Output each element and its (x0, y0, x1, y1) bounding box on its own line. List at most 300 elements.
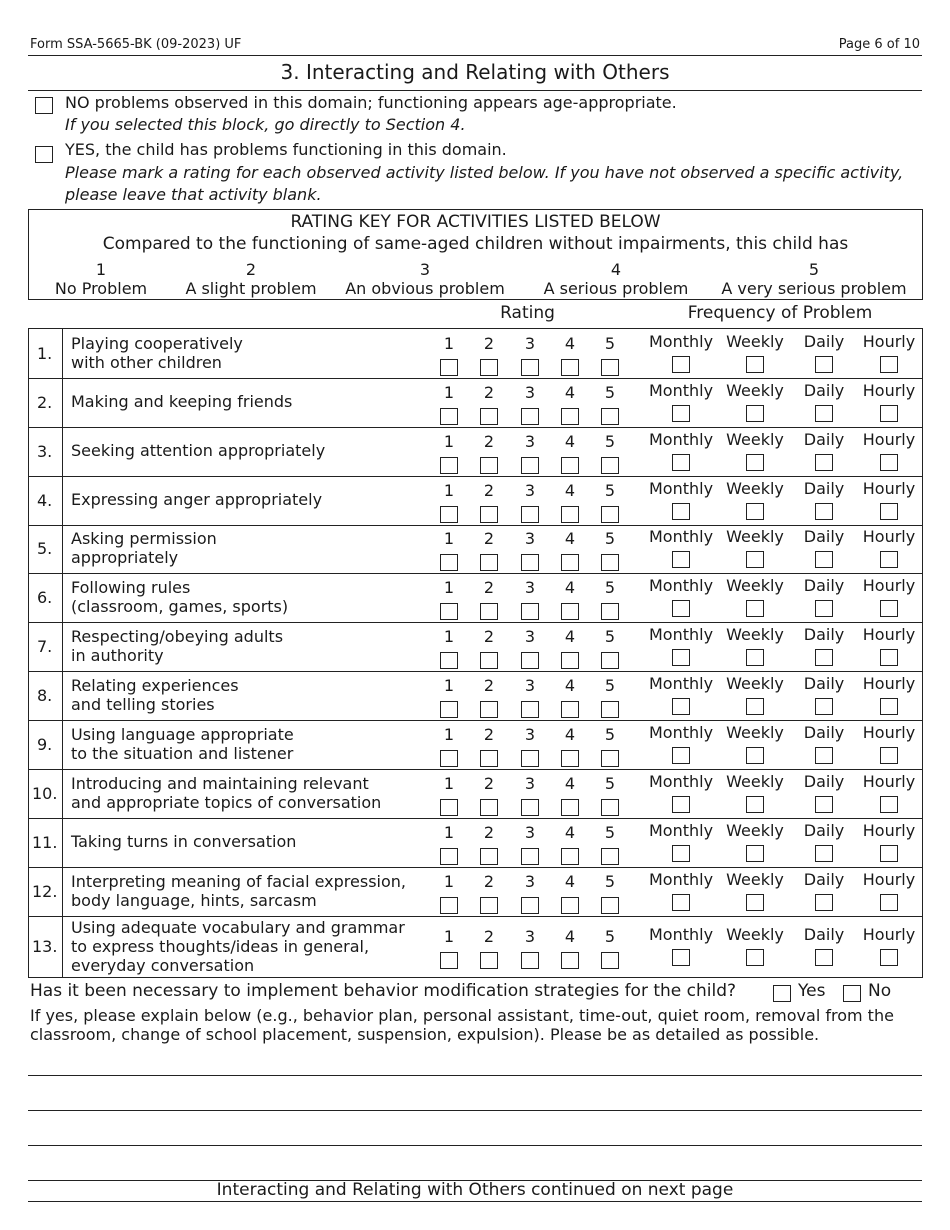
activity-label: Introducing and maintaining relevant and appropriate topics of conversation (71, 773, 382, 812)
rating-5-label: 5 (604, 927, 616, 946)
frequency-daily-checkbox[interactable] (815, 405, 833, 422)
frequency-monthly-checkbox[interactable] (672, 747, 690, 764)
frequency-weekly-label: Weekly (726, 925, 784, 944)
frequency-weekly-label: Weekly (726, 722, 784, 742)
rating-2-label: 2 (483, 871, 495, 891)
rating-2-label: 2 (483, 724, 495, 744)
frequency-weekly-label: Weekly (726, 673, 784, 693)
rating-1-label: 1 (443, 773, 455, 793)
rating-1-checkbox[interactable] (440, 897, 458, 914)
rating-5-checkbox[interactable] (601, 952, 619, 969)
frequency-daily-checkbox[interactable] (815, 845, 833, 862)
rating-3-label: 3 (524, 529, 536, 548)
behavior-explain-1: If yes, please explain below (e.g., behavior plan, personal assistant, time-out, quiet room, removal from the (30, 1006, 894, 1025)
rating-1-checkbox[interactable] (440, 603, 458, 620)
rating-3-label: 3 (524, 480, 536, 500)
frequency-hourly-label: Hourly (862, 429, 916, 449)
frequency-weekly-label: Weekly (726, 624, 784, 644)
rating-3-checkbox[interactable] (521, 506, 539, 523)
rating-3-checkbox[interactable] (521, 897, 539, 914)
activity-label: Using language appropriate to the situation and listener (71, 724, 294, 763)
rating-1-label: 1 (443, 927, 455, 946)
frequency-hourly-label: Hourly (862, 925, 916, 944)
rating-5-label: 5 (604, 529, 616, 548)
rating-3-checkbox[interactable] (521, 701, 539, 718)
frequency-monthly-label: Monthly (648, 771, 714, 791)
rating-2-label: 2 (483, 382, 495, 402)
frequency-hourly-checkbox[interactable] (880, 649, 898, 666)
frequency-monthly-checkbox[interactable] (672, 649, 690, 666)
frequency-monthly-checkbox[interactable] (672, 894, 690, 911)
frequency-monthly-label: Monthly (648, 331, 714, 351)
rating-5-checkbox[interactable] (601, 750, 619, 767)
rating-2-checkbox[interactable] (480, 457, 498, 474)
rating-5-label: 5 (604, 871, 616, 891)
yes-problems-note-1: Please mark a rating for each observed activity listed below. If you have not observed a specific activity, (65, 163, 904, 182)
rating-5-checkbox[interactable] (601, 897, 619, 914)
frequency-monthly-checkbox[interactable] (672, 949, 690, 966)
row-divider (29, 476, 922, 477)
answer-line-2[interactable] (28, 1110, 922, 1111)
frequency-hourly-checkbox[interactable] (880, 796, 898, 813)
activity-label: Seeking attention appropriately (71, 441, 326, 460)
activity-label: Respecting/obeying adults in authority (71, 626, 284, 665)
rating-4-checkbox[interactable] (561, 603, 579, 620)
rating-1-checkbox[interactable] (440, 750, 458, 767)
rating-3-checkbox[interactable] (521, 848, 539, 865)
frequency-monthly-label: Monthly (648, 673, 714, 693)
frequency-weekly-checkbox[interactable] (746, 454, 764, 471)
row-divider (29, 573, 922, 574)
rating-2-label: 2 (483, 675, 495, 695)
key-2-label: A slight problem (185, 279, 317, 298)
frequency-monthly-checkbox[interactable] (672, 454, 690, 471)
yes-problems-text: YES, the child has problems functioning in this domain. (65, 140, 507, 159)
behavior-yes-checkbox[interactable] (773, 985, 791, 1002)
frequency-weekly-checkbox[interactable] (746, 845, 764, 862)
table-row (29, 622, 922, 671)
frequency-hourly-label: Hourly (862, 722, 916, 742)
frequency-daily-checkbox[interactable] (815, 356, 833, 373)
rating-2-checkbox[interactable] (480, 359, 498, 376)
rating-3-label: 3 (524, 333, 536, 353)
rating-2-label: 2 (483, 927, 495, 946)
frequency-daily-label: Daily (803, 429, 845, 449)
yes-problems-note-2: please leave that activity blank. (65, 185, 322, 204)
frequency-daily-label: Daily (803, 771, 845, 791)
rating-2-label: 2 (483, 333, 495, 353)
frequency-monthly-label: Monthly (648, 722, 714, 742)
rating-3-checkbox[interactable] (521, 952, 539, 969)
activity-label: Playing cooperatively with other children (71, 333, 243, 372)
frequency-monthly-label: Monthly (648, 429, 714, 449)
frequency-weekly-label: Weekly (726, 478, 784, 498)
rating-2-label: 2 (483, 480, 495, 500)
rating-4-label: 4 (564, 480, 576, 500)
rating-2-checkbox[interactable] (480, 799, 498, 816)
answer-line-1[interactable] (28, 1075, 922, 1076)
page-number: Page 6 of 10 (838, 37, 920, 52)
rating-1-checkbox[interactable] (440, 701, 458, 718)
frequency-daily-label: Daily (803, 925, 845, 944)
rating-4-checkbox[interactable] (561, 408, 579, 425)
rating-3-label: 3 (524, 382, 536, 402)
frequency-monthly-checkbox[interactable] (672, 551, 690, 568)
frequency-monthly-label: Monthly (648, 527, 714, 546)
frequency-daily-checkbox[interactable] (815, 503, 833, 520)
frequency-monthly-label: Monthly (648, 575, 714, 595)
title-rule (28, 90, 922, 91)
rating-2-checkbox[interactable] (480, 506, 498, 523)
activity-label: Taking turns in conversation (71, 832, 297, 851)
table-row (29, 916, 922, 978)
rating-1-label: 1 (443, 871, 455, 891)
frequency-weekly-checkbox[interactable] (746, 649, 764, 666)
frequency-daily-label: Daily (803, 331, 845, 351)
activity-number: 3. (37, 441, 53, 461)
frequency-hourly-label: Hourly (862, 331, 916, 351)
rating-5-label: 5 (604, 480, 616, 500)
frequency-weekly-label: Weekly (726, 527, 784, 546)
frequency-daily-checkbox[interactable] (815, 796, 833, 813)
frequency-weekly-checkbox[interactable] (746, 949, 764, 966)
rating-4-label: 4 (564, 333, 576, 353)
table-row (29, 573, 922, 622)
rating-4-label: 4 (564, 724, 576, 744)
frequency-monthly-checkbox[interactable] (672, 405, 690, 422)
activity-number: 1. (37, 343, 53, 363)
frequency-hourly-checkbox[interactable] (880, 503, 898, 520)
frequency-hourly-checkbox[interactable] (880, 894, 898, 911)
rating-4-checkbox[interactable] (561, 701, 579, 718)
rating-4-checkbox[interactable] (561, 897, 579, 914)
frequency-weekly-checkbox[interactable] (746, 600, 764, 617)
rating-2-checkbox[interactable] (480, 554, 498, 571)
activity-number: 8. (37, 685, 53, 705)
rating-5-checkbox[interactable] (601, 848, 619, 865)
rating-4-checkbox[interactable] (561, 457, 579, 474)
frequency-monthly-label: Monthly (648, 925, 714, 944)
frequency-hourly-checkbox[interactable] (880, 405, 898, 422)
rating-5-label: 5 (604, 773, 616, 793)
rating-column-header: Rating (500, 303, 555, 323)
frequency-weekly-label: Weekly (726, 820, 784, 840)
frequency-hourly-checkbox[interactable] (880, 845, 898, 862)
frequency-weekly-checkbox[interactable] (746, 405, 764, 422)
table-row (29, 671, 922, 720)
rating-1-label: 1 (443, 675, 455, 695)
form-id: Form SSA-5665-BK (09-2023) UF (30, 37, 242, 52)
frequency-hourly-checkbox[interactable] (880, 698, 898, 715)
frequency-daily-checkbox[interactable] (815, 649, 833, 666)
rating-1-checkbox[interactable] (440, 359, 458, 376)
table-row (29, 476, 922, 525)
rating-4-checkbox[interactable] (561, 952, 579, 969)
continued-note: Interacting and Relating with Others continued on next page (216, 1180, 734, 1200)
frequency-weekly-label: Weekly (726, 869, 784, 889)
row-divider (29, 720, 922, 721)
rating-2-checkbox[interactable] (480, 408, 498, 425)
rating-2-label: 2 (483, 577, 495, 597)
frequency-daily-label: Daily (803, 527, 845, 546)
no-problems-checkbox[interactable] (35, 97, 53, 114)
rating-2-checkbox[interactable] (480, 652, 498, 669)
row-divider (29, 769, 922, 770)
frequency-weekly-checkbox[interactable] (746, 747, 764, 764)
rating-3-checkbox[interactable] (521, 750, 539, 767)
rating-4-checkbox[interactable] (561, 848, 579, 865)
frequency-hourly-label: Hourly (862, 380, 916, 400)
frequency-weekly-checkbox[interactable] (746, 698, 764, 715)
activity-number: 6. (37, 587, 53, 607)
activity-label: Interpreting meaning of facial expression, body language, hints, sarcasm (71, 871, 406, 910)
rating-5-checkbox[interactable] (601, 701, 619, 718)
frequency-hourly-label: Hourly (862, 820, 916, 840)
rating-5-checkbox[interactable] (601, 457, 619, 474)
frequency-weekly-checkbox[interactable] (746, 503, 764, 520)
rating-2-checkbox[interactable] (480, 952, 498, 969)
table-row (29, 769, 922, 818)
rating-1-checkbox[interactable] (440, 408, 458, 425)
rating-4-label: 4 (564, 773, 576, 793)
frequency-daily-checkbox[interactable] (815, 747, 833, 764)
rating-4-label: 4 (564, 626, 576, 646)
rating-3-label: 3 (524, 871, 536, 891)
rating-1-label: 1 (443, 333, 455, 353)
rating-4-label: 4 (564, 675, 576, 695)
frequency-hourly-checkbox[interactable] (880, 356, 898, 373)
yes-problems-checkbox[interactable] (35, 146, 53, 163)
activity-number: 11. (32, 832, 58, 852)
frequency-daily-checkbox[interactable] (815, 551, 833, 568)
activity-number: 12. (32, 881, 58, 901)
row-divider (29, 818, 922, 819)
rating-3-checkbox[interactable] (521, 359, 539, 376)
row-divider (29, 867, 922, 868)
activity-number: 13. (32, 937, 58, 956)
rating-5-label: 5 (604, 626, 616, 646)
rating-4-label: 4 (564, 529, 576, 548)
activity-label: Expressing anger appropriately (71, 490, 323, 509)
frequency-hourly-label: Hourly (862, 575, 916, 595)
rating-2-checkbox[interactable] (480, 750, 498, 767)
behavior-question: Has it been necessary to implement behavior modification strategies for the child? (30, 981, 737, 1001)
rating-1-label: 1 (443, 577, 455, 597)
rating-5-label: 5 (604, 382, 616, 402)
rating-3-label: 3 (524, 431, 536, 451)
frequency-weekly-checkbox[interactable] (746, 551, 764, 568)
key-1-num: 1 (95, 260, 107, 279)
rating-2-checkbox[interactable] (480, 603, 498, 620)
frequency-hourly-checkbox[interactable] (880, 949, 898, 966)
rating-key-box (28, 209, 923, 300)
frequency-daily-checkbox[interactable] (815, 949, 833, 966)
activity-number: 10. (32, 783, 58, 803)
frequency-hourly-label: Hourly (862, 869, 916, 889)
frequency-monthly-checkbox[interactable] (672, 356, 690, 373)
table-row (29, 525, 922, 573)
rating-1-checkbox[interactable] (440, 848, 458, 865)
frequency-weekly-checkbox[interactable] (746, 894, 764, 911)
rating-1-label: 1 (443, 431, 455, 451)
activity-number: 7. (37, 636, 53, 656)
activity-number: 5. (37, 539, 53, 558)
rating-5-checkbox[interactable] (601, 554, 619, 571)
rating-5-label: 5 (604, 577, 616, 597)
frequency-hourly-label: Hourly (862, 478, 916, 498)
rating-3-checkbox[interactable] (521, 603, 539, 620)
rating-5-checkbox[interactable] (601, 408, 619, 425)
rating-3-label: 3 (524, 773, 536, 793)
frequency-weekly-label: Weekly (726, 575, 784, 595)
answer-line-3[interactable] (28, 1145, 922, 1146)
rating-4-label: 4 (564, 927, 576, 946)
rating-4-label: 4 (564, 822, 576, 842)
frequency-hourly-checkbox[interactable] (880, 454, 898, 471)
frequency-hourly-label: Hourly (862, 527, 916, 546)
frequency-column-header: Frequency of Problem (687, 303, 873, 323)
frequency-daily-label: Daily (803, 820, 845, 840)
frequency-monthly-label: Monthly (648, 624, 714, 644)
frequency-weekly-checkbox[interactable] (746, 796, 764, 813)
behavior-no-checkbox[interactable] (843, 985, 861, 1002)
activity-number: 2. (37, 392, 53, 412)
no-problems-text: NO problems observed in this domain; functioning appears age-appropriate. (65, 93, 677, 112)
rating-4-label: 4 (564, 871, 576, 891)
frequency-daily-label: Daily (803, 624, 845, 644)
rating-1-label: 1 (443, 529, 455, 548)
rating-2-label: 2 (483, 773, 495, 793)
frequency-monthly-label: Monthly (648, 380, 714, 400)
rating-5-label: 5 (604, 431, 616, 451)
rating-1-checkbox[interactable] (440, 799, 458, 816)
rating-1-checkbox[interactable] (440, 652, 458, 669)
frequency-monthly-checkbox[interactable] (672, 503, 690, 520)
frequency-monthly-label: Monthly (648, 869, 714, 889)
rating-2-checkbox[interactable] (480, 897, 498, 914)
activity-label: Asking permission appropriately (71, 529, 217, 567)
activity-label: Relating experiences and telling stories (71, 675, 239, 714)
rating-3-checkbox[interactable] (521, 554, 539, 571)
key-3-num: 3 (419, 260, 431, 279)
frequency-monthly-checkbox[interactable] (672, 796, 690, 813)
rating-2-label: 2 (483, 626, 495, 646)
rating-1-checkbox[interactable] (440, 506, 458, 523)
frequency-daily-checkbox[interactable] (815, 698, 833, 715)
rating-2-checkbox[interactable] (480, 848, 498, 865)
frequency-monthly-checkbox[interactable] (672, 698, 690, 715)
rating-3-label: 3 (524, 675, 536, 695)
rating-key-title: RATING KEY FOR ACTIVITIES LISTED BELOW (290, 212, 661, 232)
table-row (29, 378, 922, 427)
frequency-weekly-label: Weekly (726, 331, 784, 351)
frequency-hourly-checkbox[interactable] (880, 600, 898, 617)
rating-1-checkbox[interactable] (440, 952, 458, 969)
rating-3-checkbox[interactable] (521, 652, 539, 669)
rating-1-label: 1 (443, 626, 455, 646)
rating-5-label: 5 (604, 675, 616, 695)
rating-2-checkbox[interactable] (480, 701, 498, 718)
rating-5-checkbox[interactable] (601, 359, 619, 376)
row-divider (29, 378, 922, 379)
rating-5-checkbox[interactable] (601, 603, 619, 620)
rating-1-label: 1 (443, 382, 455, 402)
frequency-weekly-label: Weekly (726, 429, 784, 449)
footer-rule (28, 1201, 922, 1202)
frequency-monthly-label: Monthly (648, 820, 714, 840)
rating-5-label: 5 (604, 724, 616, 744)
section-title: 3. Interacting and Relating with Others (280, 60, 670, 84)
row-divider (29, 622, 922, 623)
frequency-hourly-checkbox[interactable] (880, 747, 898, 764)
frequency-daily-label: Daily (803, 722, 845, 742)
rating-4-checkbox[interactable] (561, 799, 579, 816)
frequency-daily-label: Daily (803, 869, 845, 889)
rating-3-checkbox[interactable] (521, 799, 539, 816)
frequency-daily-label: Daily (803, 478, 845, 498)
rating-4-checkbox[interactable] (561, 359, 579, 376)
rating-3-label: 3 (524, 724, 536, 744)
frequency-daily-label: Daily (803, 673, 845, 693)
table-row (29, 818, 922, 867)
rating-4-label: 4 (564, 382, 576, 402)
rating-4-checkbox[interactable] (561, 506, 579, 523)
rating-3-checkbox[interactable] (521, 408, 539, 425)
frequency-hourly-label: Hourly (862, 673, 916, 693)
table-row (29, 329, 922, 378)
rating-5-checkbox[interactable] (601, 799, 619, 816)
header-rule (28, 55, 922, 56)
frequency-monthly-checkbox[interactable] (672, 600, 690, 617)
frequency-weekly-checkbox[interactable] (746, 356, 764, 373)
behavior-explain-2: classroom, change of school placement, suspension, expulsion). Please be as detailed as possible. (30, 1025, 820, 1044)
frequency-monthly-checkbox[interactable] (672, 845, 690, 862)
table-row (29, 720, 922, 769)
table-row (29, 867, 922, 916)
rating-1-checkbox[interactable] (440, 457, 458, 474)
key-5-label: A very serious problem (721, 279, 907, 298)
rating-2-label: 2 (483, 529, 495, 548)
rating-2-label: 2 (483, 822, 495, 842)
rating-3-label: 3 (524, 577, 536, 597)
no-problems-note: If you selected this block, go directly to Section 4. (65, 115, 466, 134)
frequency-daily-checkbox[interactable] (815, 894, 833, 911)
key-1-label: No Problem (54, 279, 148, 298)
rating-1-label: 1 (443, 724, 455, 744)
rating-3-checkbox[interactable] (521, 457, 539, 474)
frequency-monthly-label: Monthly (648, 478, 714, 498)
rating-3-label: 3 (524, 626, 536, 646)
rating-4-label: 4 (564, 577, 576, 597)
rating-3-label: 3 (524, 822, 536, 842)
rating-5-label: 5 (604, 822, 616, 842)
activity-label: Making and keeping friends (71, 392, 293, 411)
key-3-label: An obvious problem (345, 279, 505, 298)
rating-4-checkbox[interactable] (561, 652, 579, 669)
frequency-hourly-checkbox[interactable] (880, 551, 898, 568)
frequency-daily-label: Daily (803, 575, 845, 595)
rating-4-checkbox[interactable] (561, 554, 579, 571)
rating-5-checkbox[interactable] (601, 506, 619, 523)
frequency-daily-checkbox[interactable] (815, 600, 833, 617)
rating-5-checkbox[interactable] (601, 652, 619, 669)
rating-4-checkbox[interactable] (561, 750, 579, 767)
rating-2-label: 2 (483, 431, 495, 451)
rating-1-checkbox[interactable] (440, 554, 458, 571)
frequency-daily-checkbox[interactable] (815, 454, 833, 471)
activity-label: Following rules (classroom, games, sports) (71, 577, 289, 616)
activity-number: 9. (37, 734, 53, 754)
